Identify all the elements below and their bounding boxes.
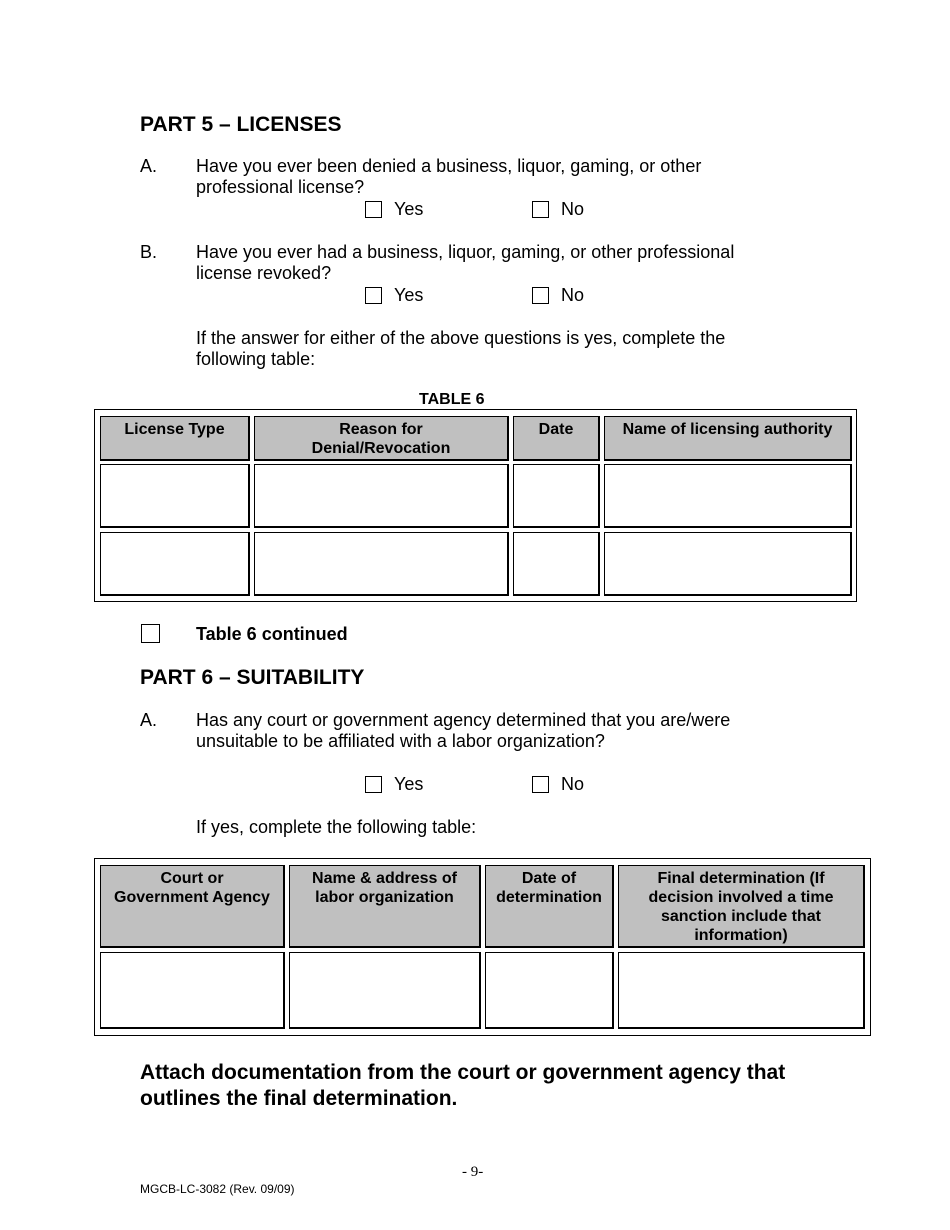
question-a-letter: A. [140,156,158,176]
question-b-no-checkbox[interactable] [532,287,549,304]
question-b-yes-checkbox[interactable] [365,287,382,304]
table6-cell[interactable] [513,464,600,528]
table6-cell[interactable] [254,532,509,596]
table6-header-license-type [100,416,250,461]
table6-cell[interactable] [513,532,600,596]
table6-cell[interactable] [604,532,852,596]
part5-title: PART 5 – LICENSES [140,113,342,136]
part5-instruction-line1: If the answer for either of the above questions is yes, complete the [196,328,726,348]
part6-question-line1: Has any court or government agency determined that you are/were [196,710,731,730]
table6-header-date [513,416,600,461]
question-b-yes-option[interactable] [365,285,423,306]
table6-header-reason [254,416,509,461]
table6-cell[interactable] [100,464,250,528]
part6-instruction: If yes, complete the following table: [196,817,477,837]
table6-continued-label: Table 6 continued [196,624,348,644]
question-a-yes-option[interactable] [365,199,423,220]
question-b-no-option[interactable] [532,285,584,306]
part6-header-labor-org [289,865,481,948]
table6-header-date-label: Date [538,421,574,438]
part6-header-date-line2: determination [496,889,602,906]
part6-header-agency-line2: Government Agency [114,889,270,906]
question-b-line2: license revoked? [196,263,332,283]
table6-caption: TABLE 6 [419,391,485,408]
question-a-no-label: No [561,199,585,219]
part6-table-cell[interactable] [485,952,614,1029]
part6-no-checkbox[interactable] [532,776,549,793]
table6-header-authority [604,416,852,461]
question-b-letter: B. [140,242,158,262]
table6-continued-checkbox[interactable] [141,624,160,643]
table6-header-reason-line2: Denial/Revocation [311,440,451,457]
part6-yes-label: Yes [394,774,424,794]
part6-header-final-line1: Final determination (If [657,870,825,887]
part6-table-cell[interactable] [289,952,481,1029]
table6-cell[interactable] [100,532,250,596]
part6-header-final-line2: decision involved a time [648,889,834,906]
question-b-text [196,242,734,284]
part5-instruction-line2: following table: [196,349,316,369]
part6-table [94,858,871,1036]
question-a-line2: professional license? [196,177,365,197]
part6-header-labor-org-line1: Name & address of [312,870,457,887]
table6-header-authority-label: Name of licensing authority [622,421,833,438]
part6-yes-checkbox[interactable] [365,776,382,793]
part6-table-cell[interactable] [618,952,865,1029]
part6-header-labor-org-line2: labor organization [315,889,454,906]
part6-header-final-line3: sanction include that [660,908,821,925]
table6-cell[interactable] [254,464,509,528]
part6-header-agency [100,865,285,948]
attach-notice [140,1060,785,1112]
page-number: - 9- [462,1164,484,1180]
question-a-text [196,156,701,198]
question-b-no-label: No [561,285,585,305]
table6 [94,409,857,602]
table6-header-license-type-label: License Type [124,421,225,438]
part6-table-cell[interactable] [100,952,285,1029]
form-id: MGCB-LC-3082 (Rev. 09/09) [140,1182,295,1196]
question-a-yes-label: Yes [394,199,424,219]
part6-header-agency-line1: Court or [160,870,224,887]
question-a-yes-checkbox[interactable] [365,201,382,218]
part6-question-line2: unsuitable to be affiliated with a labor organization? [196,731,605,751]
part6-no-option[interactable] [532,774,584,795]
question-a-no-option[interactable] [532,199,584,220]
attach-notice-line2: outlines the final determination. [140,1087,458,1110]
part6-header-final-line4: information) [694,927,788,944]
question-b-yes-label: Yes [394,285,424,305]
table6-continued-checkbox-wrap[interactable] [141,624,160,648]
part6-title: PART 6 – SUITABILITY [140,666,365,689]
question-a-line1: Have you ever been denied a business, liquor, gaming, or other [196,156,702,176]
part6-yes-option[interactable] [365,774,423,795]
part6-header-final-determination [618,865,865,948]
part6-header-date-line1: Date of [521,870,577,887]
table6-cell[interactable] [604,464,852,528]
question-a-no-checkbox[interactable] [532,201,549,218]
table6-header-reason-line1: Reason for [339,421,423,438]
attach-notice-line1: Attach documentation from the court or government agency that [140,1061,786,1084]
part5-instruction [196,328,725,370]
part6-question-text [196,710,730,752]
part6-no-label: No [561,774,585,794]
question-b-line1: Have you ever had a business, liquor, gaming, or other professional [196,242,735,262]
part6-header-date [485,865,614,948]
part6-question-letter: A. [140,710,158,730]
